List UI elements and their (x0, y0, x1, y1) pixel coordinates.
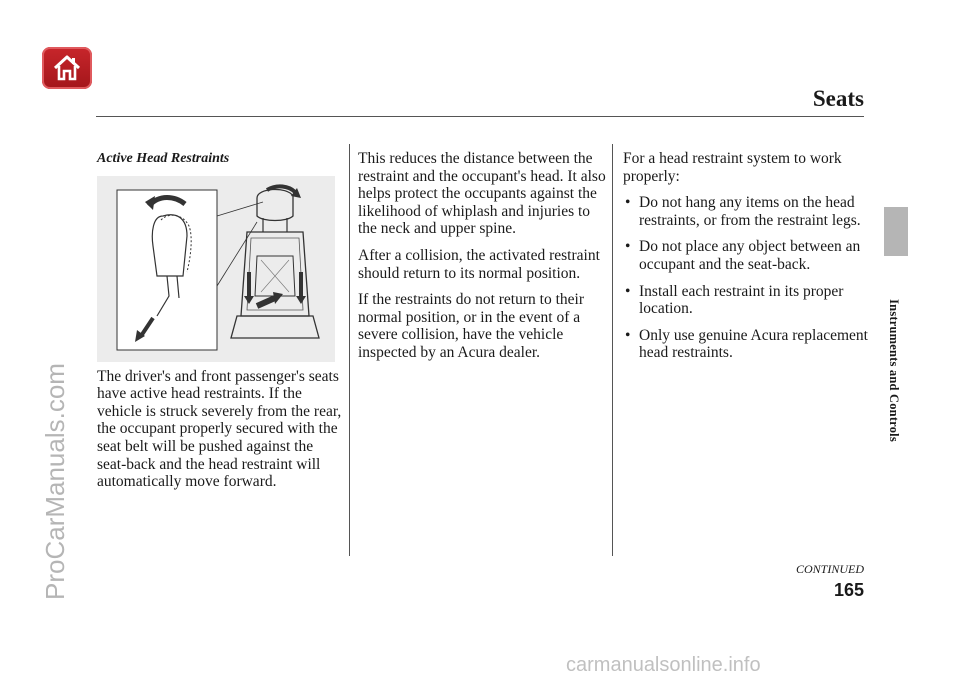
paragraph: For a head restraint system to work properly: (623, 150, 842, 185)
column-divider (349, 144, 350, 556)
section-heading: Active Head Restraints (97, 151, 230, 166)
chapter-label: Instruments and Controls (886, 298, 901, 442)
list-item: • Install each restraint in its proper location. (623, 283, 868, 318)
column-3 (623, 150, 868, 371)
home-button[interactable] (42, 47, 92, 89)
column-divider (612, 144, 613, 556)
watermark-side: ProCarManuals.com (40, 363, 70, 600)
header-rule (96, 116, 864, 117)
list-item: • Do not place any object between an occupant and the seat-back. (623, 238, 868, 273)
home-icon (53, 55, 81, 81)
continued-label: CONTINUED (795, 562, 864, 576)
paragraph: The driver's and front passenger's seats have active head restraints. If the vehicle is struck severely from the rear, the occupant properly secured with the seat belt will be pushed against the seat-back and the head restraint will automatically move forward. (97, 367, 342, 491)
head-restraint-illustration (97, 176, 335, 362)
paragraph: If the restraints do not return to their normal position, or in the event of a severe collision, have the vehicle inspected by an Acura dealer. (358, 291, 584, 361)
chapter-tab[interactable] (884, 207, 908, 256)
paragraph: This reduces the distance between the restraint and the occupant's head. It also helps protect the occupants against the likelihood of whiplash and injuries to the neck and upper spine. (358, 150, 606, 238)
page-number: 165 (833, 580, 864, 600)
paragraph: After a collision, the activated restraint should return to its normal position. (358, 246, 600, 282)
section-title: Seats (812, 86, 864, 111)
list-item: • Only use genuine Acura replacement head restraints. (623, 327, 868, 362)
bullet-list (623, 194, 868, 362)
watermark-bottom: carmanualsonline.info (566, 654, 761, 676)
column-2 (358, 150, 606, 371)
list-item: • Do not hang any items on the head restraints, or from the restraint legs. (623, 194, 868, 229)
column-1 (97, 150, 342, 500)
